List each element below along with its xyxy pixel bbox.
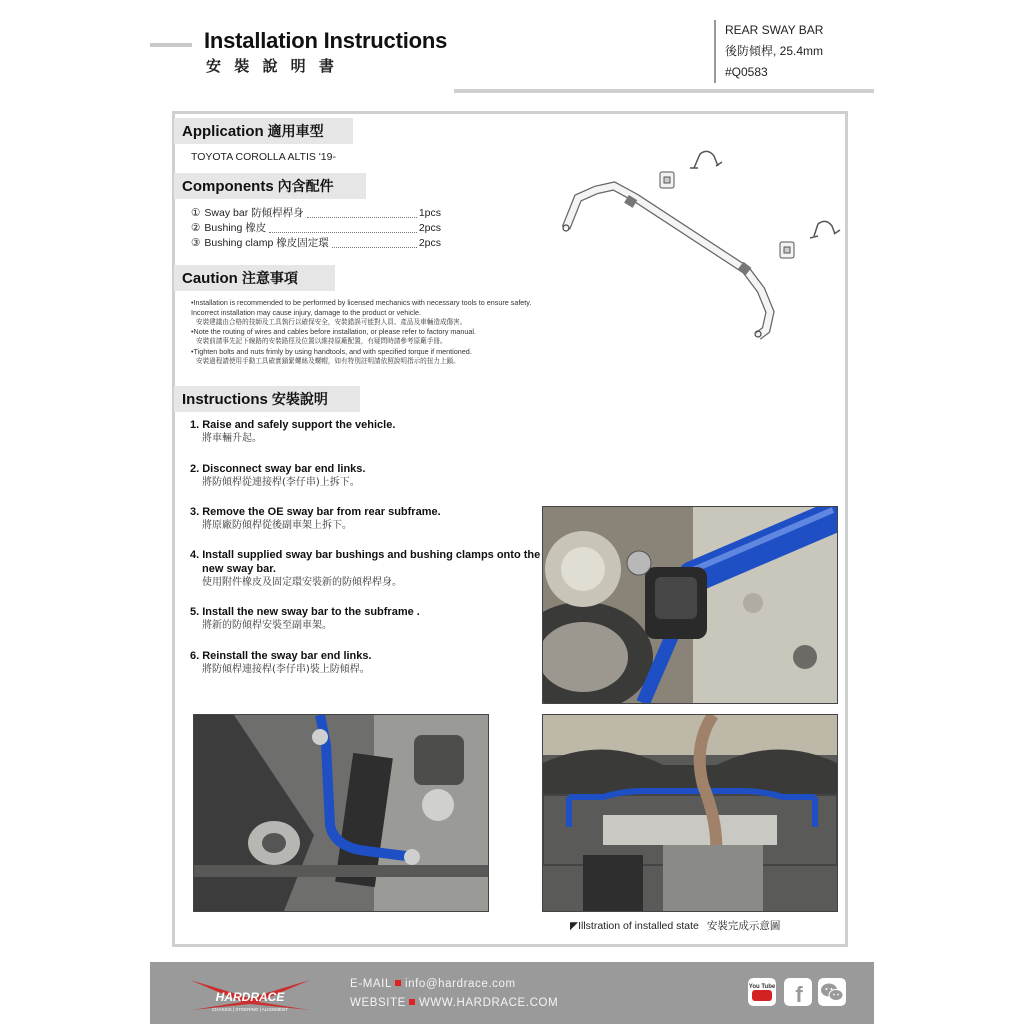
bushing-upper bbox=[660, 172, 674, 188]
wechat-icon[interactable] bbox=[818, 978, 846, 1006]
product-code: #Q0583 bbox=[725, 65, 768, 79]
caution-item-chinese: 安裝前請事先記下線路的安裝路徑及位置以維持原廠配置，有疑問時請參考原廠手冊。 bbox=[196, 337, 447, 346]
logo-brand-text: HARDRACE bbox=[215, 990, 285, 1004]
caption-text-chinese: 安裝完成示意圖 bbox=[706, 920, 781, 932]
header-accent-line bbox=[150, 43, 192, 47]
photo-installed-overview bbox=[542, 714, 838, 912]
facebook-icon-letter: f bbox=[795, 982, 803, 1006]
instructions-heading: Instructions 安裝說明 bbox=[174, 386, 360, 412]
website-row bbox=[350, 994, 558, 1013]
components-heading: Components 內含配件 bbox=[174, 173, 366, 199]
photo-subframe-underside bbox=[193, 714, 489, 912]
youtube-icon[interactable] bbox=[748, 978, 776, 1006]
instruction-step: 2. Disconnect sway bar end links. 將防傾桿從連接桿(李仔串)上拆下。 bbox=[190, 463, 366, 488]
facebook-icon[interactable] bbox=[784, 978, 812, 1006]
caution-heading: Caution 注意事項 bbox=[174, 265, 335, 291]
component-item: ② Bushing 橡皮 2pcs bbox=[191, 222, 441, 234]
component-item: ① Sway bar 防傾桿桿身 1pcs bbox=[191, 207, 441, 219]
footer bbox=[150, 962, 874, 1024]
product-info bbox=[714, 20, 823, 83]
instruction-step: 5. Install the new sway bar to the subframe . 將新的防傾桿安裝至副車架。 bbox=[190, 606, 420, 631]
application-vehicle: TOYOTA COROLLA ALTIS '19- bbox=[191, 151, 336, 163]
youtube-icon-text: You Tube bbox=[748, 984, 776, 990]
website-label: WEBSITE bbox=[350, 997, 406, 1009]
caution-text bbox=[191, 298, 561, 367]
sway-bar-drawing bbox=[563, 186, 770, 337]
hardrace-logo bbox=[180, 976, 320, 1012]
sway-bar-parts-diagram bbox=[556, 140, 846, 350]
caption-text: Illstration of installed state bbox=[578, 920, 699, 932]
page-title: Installation Instructions bbox=[204, 28, 448, 53]
product-name: REAR SWAY BAR bbox=[725, 23, 824, 37]
website-link[interactable]: WWW.HARDRACE.COM bbox=[418, 997, 559, 1009]
email-row bbox=[350, 975, 558, 994]
caution-item: •Tighten bolts and nuts frimly by using handtools, and with specified torque if mentioned. bbox=[191, 346, 472, 356]
instruction-step: 3. Remove the OE sway bar from rear subframe. 將原廠防傾桿從後副車架上拆下。 bbox=[190, 506, 441, 531]
caution-item: •Note the routing of wires and cables before installation, or please refer to factory manual. bbox=[191, 327, 476, 337]
bushing-clamp-upper bbox=[690, 151, 722, 168]
caption-marker: ◤ bbox=[570, 920, 579, 932]
email-link[interactable]: info@hardrace.com bbox=[404, 978, 516, 990]
logo-tagline: CHASSIS | STEERING | ALIGNMENT bbox=[211, 1007, 289, 1012]
instruction-step: 6. Reinstall the sway bar end links. 將防傾桿連接桿(李仔串)裝上防傾桿。 bbox=[190, 650, 372, 675]
bushing-lower bbox=[780, 242, 794, 258]
installed-state-caption bbox=[570, 918, 780, 933]
component-item: ③ Bushing clamp 橡皮固定環 2pcs bbox=[191, 237, 441, 249]
email-bullet-icon bbox=[395, 980, 401, 986]
caution-item-chinese: 安裝過程請使用手動工具確實鎖緊螺絲及螺帽，如有特別註明請依照說明指示的扭力上鎖。 bbox=[196, 356, 460, 365]
components-list bbox=[191, 206, 441, 251]
instruction-step: 1. Raise and safely support the vehicle. 將車輛升起。 bbox=[190, 419, 396, 444]
photo-bushing-closeup bbox=[542, 506, 838, 704]
application-heading: Application 適用車型 bbox=[174, 118, 353, 144]
header-divider bbox=[454, 89, 874, 93]
caution-item: •Installation is recommended to be performed by licensed mechanics with necessary tools to ensure safety. Incorrect installation may cause injury, damage to the product or vehicle. bbox=[191, 298, 532, 317]
page-title-chinese: 安 裝 說 明 書 bbox=[206, 57, 338, 75]
email-label: E-MAIL bbox=[350, 978, 392, 990]
bushing-clamp-lower bbox=[810, 221, 840, 238]
caution-item-chinese: 安裝建議由合格的技師及工具執行以確保安全，安裝錯誤可能對人員、產品及車輛造成傷害。 bbox=[196, 317, 467, 326]
product-name-chinese: 後防傾桿, 25.4mm bbox=[725, 44, 824, 58]
instruction-step: 4. Install supplied sway bar bushings and bushing clamps onto the new sway bar. 使用附件橡皮及固定環安裝新的防傾桿桿身。 bbox=[190, 549, 541, 588]
website-bullet-icon bbox=[409, 999, 415, 1005]
contact-info bbox=[350, 975, 558, 1013]
